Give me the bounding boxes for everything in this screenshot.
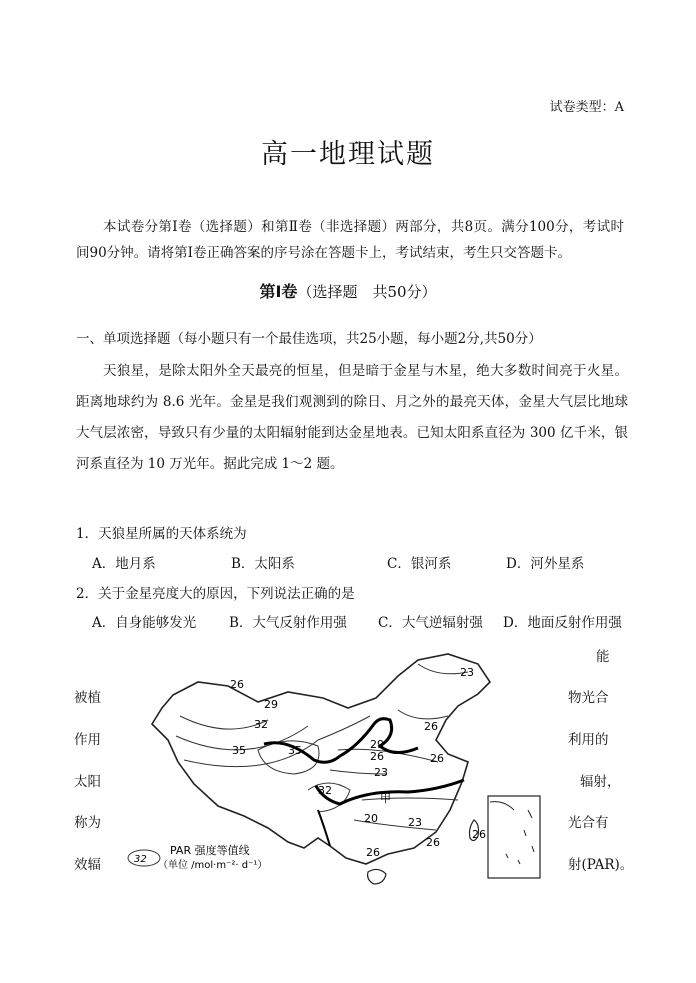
q1-option-d: D．河外星系 xyxy=(506,556,585,572)
isoline-label: 32 xyxy=(318,784,332,797)
isoline-label: 26 xyxy=(472,828,486,841)
side-text-l6: 效辐 xyxy=(74,857,101,873)
page-title: 高一地理试题 xyxy=(261,139,435,170)
isoline-label: 35 xyxy=(288,744,302,757)
q2-option-a: A．自身能够发光 xyxy=(92,615,197,631)
section-heading: 一、单项选择题（每小题只有一个最佳选项，共25小题，每小题2分,共50分） xyxy=(76,331,542,347)
isoline-label: 26 xyxy=(370,750,384,763)
isoline-label: 29 xyxy=(370,738,384,751)
part-name: 第Ⅰ卷 xyxy=(259,282,298,301)
isoline-label: 26 xyxy=(366,846,380,859)
q1-option-a: A．地月系 xyxy=(92,556,156,572)
side-text-l5: 称为 xyxy=(74,815,101,831)
par-isoline-map xyxy=(118,650,558,890)
q2-option-c: C．大气逆辐射强 xyxy=(378,615,483,631)
side-text-r1: 能 xyxy=(596,649,610,665)
side-text-r4: 辐射， xyxy=(580,774,621,790)
question-1-stem: 1．天狼星所属的天体系统为 xyxy=(76,526,247,542)
isoline-label: 29 xyxy=(264,698,278,711)
q2-option-d: D．地面反射作用强 xyxy=(503,615,622,631)
part-desc: （选择题 共50分） xyxy=(297,283,437,301)
part-heading xyxy=(0,279,696,302)
side-text-r6: 射(PAR)。 xyxy=(568,857,634,873)
isoline-label: 20 xyxy=(364,812,378,825)
isoline-label: 26 xyxy=(424,720,438,733)
material-paragraph: 天狼星，是除太阳外全天最亮的恒星，但是暗于金星与木星，绝大多数时间亮于火星。距离地球约为 8.6 光年。金星是我们观测到的除日、月之外的最亮天体，金星大气层比地球大气层浓密，导致只有少量的太阳辐射能到达金星地表。已知太阳系直径为 300 亿千米，银河系直径为 10 万光年。据此完成 1～2 题。 xyxy=(76,363,628,472)
side-text-r3: 利用的 xyxy=(568,732,609,748)
question-2-stem: 2．关于金星亮度大的原因，下列说法正确的是 xyxy=(76,586,355,602)
isoline-label: 35 xyxy=(232,744,246,757)
isoline xyxy=(362,798,458,800)
isoline xyxy=(398,710,448,719)
q2-option-b: B．大气反射作用强 xyxy=(229,615,347,631)
side-text-r5: 光合有 xyxy=(568,815,609,831)
isoline-label: 23 xyxy=(408,816,422,829)
side-text-l4: 太阳 xyxy=(74,774,101,790)
side-text-l2: 被植 xyxy=(74,690,101,706)
isoline-label: 26 xyxy=(426,836,440,849)
isoline-label: 26 xyxy=(230,678,244,691)
point-jia-label: 甲 xyxy=(380,792,391,805)
legend-value: 32 xyxy=(134,854,147,865)
isoline-label: 23 xyxy=(460,666,474,679)
q1-option-b: B．太阳系 xyxy=(231,556,295,572)
q1-option-c: C．银河系 xyxy=(387,556,452,572)
paper-type: 试卷类型：A xyxy=(549,100,624,115)
side-text-r2: 物光合 xyxy=(568,690,609,706)
river xyxy=(318,810,330,846)
side-text-l3: 作用 xyxy=(74,732,101,748)
isoline-label: 23 xyxy=(374,766,388,779)
legend-title: PAR 强度等值线 xyxy=(170,844,250,857)
south-china-sea-inset xyxy=(488,796,540,878)
hainan-outline xyxy=(368,869,386,884)
isoline-label: 26 xyxy=(430,752,444,765)
intro-paragraph: 本试卷分第Ⅰ卷（选择题）和第Ⅱ卷（非选择题）两部分，共8页。满分100分，考试时间90分钟。请将第Ⅰ卷正确答案的序号涂在答题卡上，考试结束，考生只交答题卡。 xyxy=(76,219,624,261)
isoline-label: 32 xyxy=(254,718,268,731)
legend-unit: （单位 /mol·m⁻²· d⁻¹） xyxy=(158,860,268,871)
